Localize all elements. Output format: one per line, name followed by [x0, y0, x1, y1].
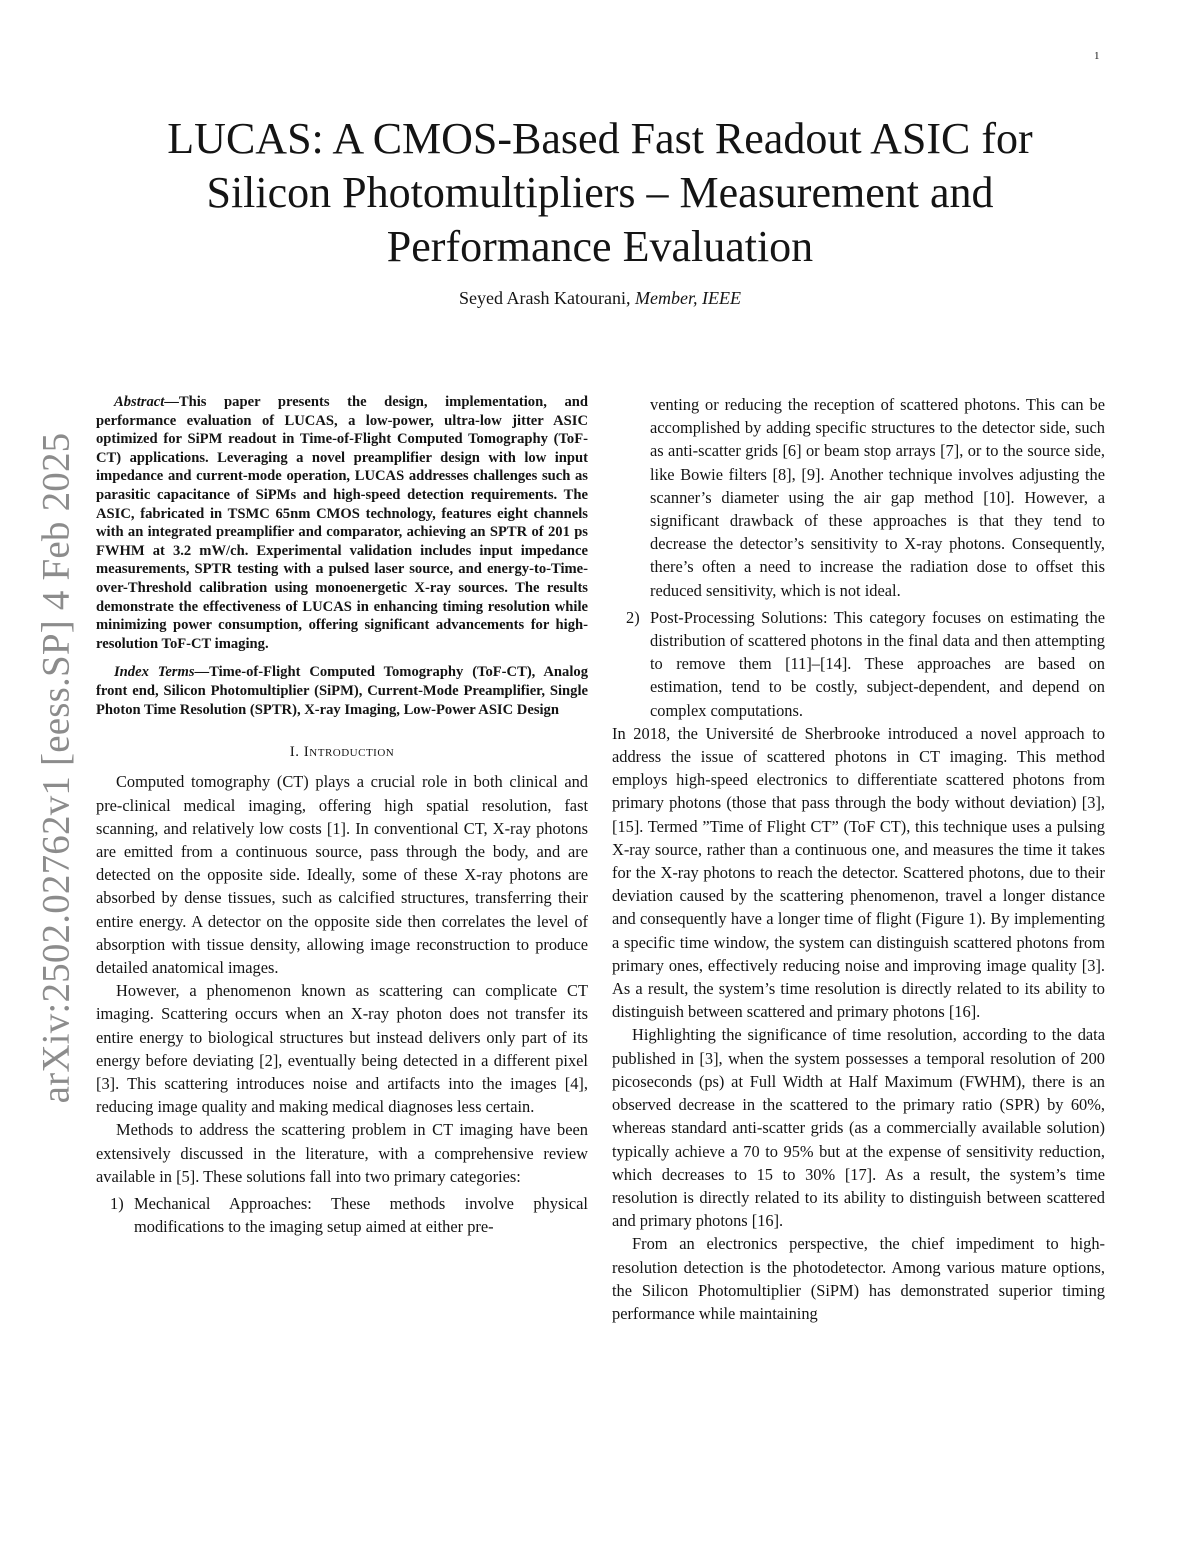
list-item-number: 1): [110, 1193, 124, 1213]
section-title: Introduction: [303, 744, 395, 761]
abstract-text: —This paper presents the design, implementation, and performance evaluation of LUCAS, a low-power, ultra-low jitter ASIC optimized for SiPM readout in Time-of-Flight Computed Tomography (ToF-CT) applications. Leveraging a novel preamplifier design with low input impedance and current-mode operation, LUCAS addresses challenges such as parasitic capacitance of SiPMs and high-speed detection requirements. The ASIC, fabricated in TSMC 65nm CMOS technology, features eight channels with an integrated preamplifier and comparator, achieving an SPTR of 201 ps FWHM at 3.2 mW/ch. Experimental validation includes input impedance measurements, SPTR testing with a pulsed laser source, and energy-to-Time-over-Threshold calibration using monoenergetic X-ray sources. The results demonstrate the effectiveness of LUCAS in enhancing timing resolution while minimizing power consumption, offering significant advancements for high-resolution ToF-CT imaging.: [96, 394, 588, 652]
page-number: 1: [1094, 50, 1100, 62]
abstract: [96, 393, 588, 653]
right-paragraph-3: From an electronics perspective, the chief impediment to high-resolution detection is the photodetector. Among various mature options, the Silicon Photomultiplier (SiPM) has demonstrated superior timing performance while maintaining: [612, 1234, 1105, 1323]
list-item-mechanical-continuation: venting or reducing the reception of scattered photons. This can be accomplished by adding specific structures to the detector side, such as anti-scatter grids [6] or beam stop arrays [7], or to the source side, like Bowie filters [8], [9]. Another technique involves adjusting the scanner’s diameter using the air gap method [10]. However, a significant drawback of these approaches is that they tend to decrease the detector’s sensitivity to X-ray photons. Consequently, there’s often a need to increase the radiation dose to offset this reduced sensitivity, which is not ideal.: [650, 395, 1105, 600]
arxiv-identifier-stamp: arXiv:2502.02762v1 [eess.SP] 4 Feb 2025: [34, 432, 78, 1104]
index-terms-label: Index Terms: [114, 664, 195, 681]
intro-paragraph-1: Computed tomography (CT) plays a crucial role in both clinical and pre-clinical medical imaging, offering high spatial resolution, fast scanning, and relatively low costs [1]. In conventional CT, X-ray photons are emitted from a continuous source, pass through the body, and are detected on the opposite side. Ideally, some of these X-ray photons are absorbed by dense tissues, such as calcified structures, transferring their entire energy. A detector on the opposite side then correlates the level of absorption with tissue density, allowing image reconstruction to produce detailed anatomical images.: [96, 772, 588, 977]
index-terms-text: —Time-of-Flight Computed Tomography (ToF-CT), Analog front end, Silicon Photomultiplier (SiPM), Current-Mode Preamplifier, Single Photon Time Resolution (SPTR), X-ray Imaging, Low-Power ASIC Design: [96, 664, 588, 718]
left-column: [96, 393, 588, 1238]
right-paragraph-1: In 2018, the Université de Sherbrooke introduced a novel approach to address the issue of scattered photons in CT imaging. This method employs high-speed electronics to differentiate scattered photons from primary photons (those that pass through the body without deviation) [3], [15]. Termed ”Time of Flight CT” (ToF CT), this technique uses a pulsing X-ray source, rather than a continuous one, and measures the time it takes for the X-ray photons to reach the detector. Scattered photons, due to their deviation caused by the scattering phenomenon, travel a longer distance and consequently have a longer time of flight (Figure 1). By implementing a specific time window, the system can distinguish scattered photons from primary ones, effectively reducing noise and improving image quality [3]. As a result, the system’s time resolution is directly related to its ability to distinguish between scattered and primary photons [16].: [612, 723, 1105, 1022]
author-line: [100, 288, 1100, 309]
author-affiliation: Member, IEEE: [635, 288, 741, 308]
abstract-label: Abstract: [114, 394, 165, 410]
section-heading-introduction: [96, 741, 588, 764]
list-item-text: Post-Processing Solutions: This category focuses on estimating the distribution of scattered photons in the final data and then attempting to remove them [11]–[14]. These approaches are based on estimation, tend to be costly, subject-dependent, and depend on complex computations.: [650, 607, 1105, 720]
list-item-post-processing: [612, 606, 1105, 722]
list-item-mechanical: [96, 1192, 588, 1238]
right-column: [612, 393, 1105, 1325]
paper-title: LUCAS: A CMOS-Based Fast Readout ASIC for Silicon Photomultipliers – Measurement and Performance Evaluation: [167, 114, 1033, 271]
section-number: I.: [289, 744, 304, 761]
intro-paragraph-2: However, a phenomenon known as scattering can complicate CT imaging. Scattering occurs when an X-ray photon does not transfer its entire energy to biological structures but instead delivers only part of its energy before deviating [2], eventually being detected in a different pixel [3]. This scattering introduces noise and artifacts into the images [4], reducing image quality and making medical diagnoses less certain.: [96, 981, 588, 1117]
list-item-text: Mechanical Approaches: These methods involve physical modifications to the imaging setup aimed at either pre-: [134, 1193, 588, 1237]
approaches-list-continued: [612, 606, 1105, 722]
list-item-number: 2): [626, 607, 640, 627]
intro-paragraph-3: Methods to address the scattering problem in CT imaging have been extensively discussed in the literature, with a comprehensive review available in [5]. These solutions fall into two primary categories:: [96, 1120, 588, 1186]
author-name: Seyed Arash Katourani,: [459, 288, 635, 308]
right-paragraph-2: Highlighting the significance of time resolution, according to the data published in [3], when the system possesses a temporal resolution of 200 picoseconds (ps) at Full Width at Half Maximum (FWHM), there is an observed decrease in the scattered to the primary ratio (SPR) by 60%, whereas standard anti-scatter grids (as a commercially available solution) typically achieve a 70 to 95% but at the expense of sensitivity reduction, which decreases to 15 to 30% [17]. As a result, the system’s time resolution is directly related to its ability to distinguish between scattered and primary photons [16].: [612, 1025, 1105, 1231]
index-terms: [96, 663, 588, 719]
approaches-list: [96, 1192, 588, 1238]
